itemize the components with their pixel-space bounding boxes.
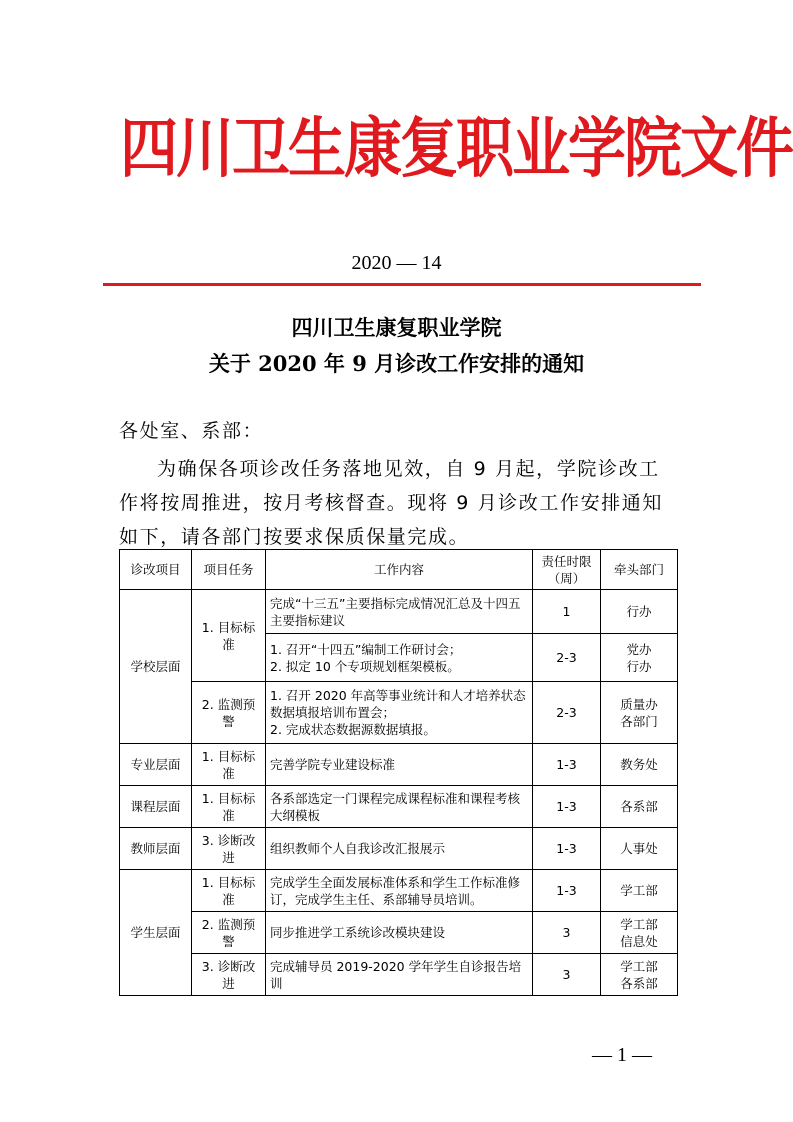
header-task: 项目任务 <box>192 550 266 590</box>
table-row <box>120 682 678 744</box>
cell-content: 完成“十三五”主要指标完成情况汇总及十四五主要指标建议 <box>266 590 533 634</box>
cell-dept: 人事处 <box>601 828 678 870</box>
cell-task: 3. 诊断改进 <box>192 828 266 870</box>
table-row <box>120 954 678 996</box>
header-dept: 牵头部门 <box>601 550 678 590</box>
cell-weeks: 2-3 <box>533 634 601 682</box>
notice-title-line1: 四川卫生康复职业学院 <box>291 315 502 340</box>
cell-task: 1. 目标标准 <box>192 870 266 912</box>
notice-title-line2: 关于 2020 年 9 月诊改工作安排的通知 <box>208 351 585 376</box>
cell-weeks: 3 <box>533 954 601 996</box>
table-row <box>120 870 678 912</box>
cell-task: 2. 监测预警 <box>192 912 266 954</box>
cell-weeks: 2-3 <box>533 682 601 744</box>
cell-weeks: 1-3 <box>533 786 601 828</box>
page-number: — 1 — <box>592 1044 652 1066</box>
cell-dept: 学工部 <box>601 870 678 912</box>
cell-level: 专业层面 <box>120 744 192 786</box>
cell-dept: 学工部 各系部 <box>601 954 678 996</box>
table-row <box>120 786 678 828</box>
cell-level: 教师层面 <box>120 828 192 870</box>
body-paragraph: 为确保各项诊改任务落地见效，自 9 月起，学院诊改工作将按周推进，按月考核督查。现将 9 月诊改工作安排通知如下，请各部门按要求保质保量完成。 <box>119 458 663 548</box>
cell-weeks: 1 <box>533 590 601 634</box>
cell-dept: 行办 <box>601 590 678 634</box>
cell-level: 学生层面 <box>120 870 192 996</box>
cell-weeks: 3 <box>533 912 601 954</box>
masthead-title: 四川卫生康复职业学院文件 <box>120 109 793 187</box>
schedule-table <box>119 549 678 996</box>
cell-content: 各系部选定一门课程完成课程标准和课程考核大纲模板 <box>266 786 533 828</box>
cell-weeks: 1-3 <box>533 744 601 786</box>
cell-task: 2. 监测预警 <box>192 682 266 744</box>
cell-weeks: 1-3 <box>533 870 601 912</box>
salutation: 各处室、系部： <box>119 420 264 442</box>
cell-content: 同步推进学工系统诊改模块建设 <box>266 912 533 954</box>
table-row <box>120 828 678 870</box>
cell-content: 完善学院专业建设标准 <box>266 744 533 786</box>
cell-level: 课程层面 <box>120 786 192 828</box>
cell-dept: 学工部 信息处 <box>601 912 678 954</box>
cell-content: 组织教师个人自我诊改汇报展示 <box>266 828 533 870</box>
header-content: 工作内容 <box>266 550 533 590</box>
cell-task: 1. 目标标准 <box>192 786 266 828</box>
header-level: 诊改项目 <box>120 550 192 590</box>
header-weeks: 责任时限（周） <box>533 550 601 590</box>
cell-level: 学校层面 <box>120 590 192 744</box>
cell-task: 1. 目标标准 <box>192 744 266 786</box>
cell-dept: 教务处 <box>601 744 678 786</box>
cell-dept: 质量办 各部门 <box>601 682 678 744</box>
document-number: 2020 — 14 <box>351 252 442 274</box>
cell-content: 完成学生全面发展标准体系和学生工作标准修订，完成学生主任、系部辅导员培训。 <box>266 870 533 912</box>
cell-weeks: 1-3 <box>533 828 601 870</box>
cell-task: 3. 诊断改进 <box>192 954 266 996</box>
table-header-row <box>120 550 678 590</box>
table-row <box>120 744 678 786</box>
cell-content: 1. 召开 2020 年高等事业统计和人才培养状态数据填报培训布置会； 2. 完成状态数据源数据填报。 <box>266 682 533 744</box>
cell-dept: 党办 行办 <box>601 634 678 682</box>
cell-content: 1. 召开“十四五”编制工作研讨会； 2. 拟定 10 个专项规划框架模板。 <box>266 634 533 682</box>
cell-content: 完成辅导员 2019-2020 学年学生自诊报告培训 <box>266 954 533 996</box>
cell-dept: 各系部 <box>601 786 678 828</box>
table-row <box>120 912 678 954</box>
table-row <box>120 590 678 634</box>
cell-task: 1. 目标标准 <box>192 590 266 682</box>
red-divider-line <box>103 283 701 286</box>
